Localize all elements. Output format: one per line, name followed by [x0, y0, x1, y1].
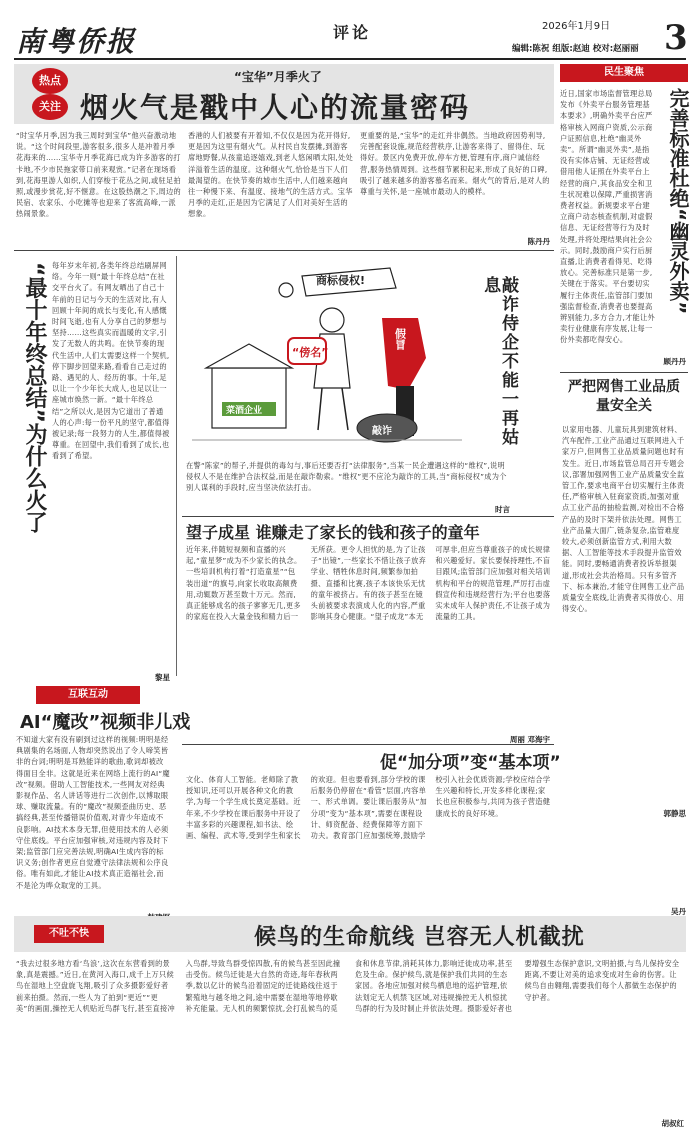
cartoon-author: 时言 — [495, 505, 510, 514]
quality-title: 严把网售工业品质量安全关 — [568, 379, 680, 414]
ghost-takeout-author: 顾丹丹 — [663, 357, 686, 366]
lead-column-2: 香港的人们被要有开着知,不仅仅是因为花开得好,更是因为这里有烟火气。从村民自发摆摊,到游客席地野餐,从孩童追逐嬉戏,到老人悠闲晒太阳,处处洋溢着生活的温度。这种烟火气,恰恰是当下人们最渴望的。在快节奏的城市生活中,人们越来越向往一种慢下来、有温度、接地气的生活方式。宝华月季的走红,正是因为它满足了人们对美好生活的想象。 — [188, 131, 353, 219]
year-end-summary-body-cont — [16, 556, 170, 668]
cartoon-tag: “傍名” — [292, 346, 329, 359]
cartoon-pot-label: 敲诈 — [372, 426, 392, 437]
side-bar-top — [560, 62, 690, 362]
birds-author: 胡叔红 — [661, 1119, 684, 1128]
birds-body: “我去过很多地方看‘鸟浪’,这次在东营看到的景象,真是震撼。”近日,在黄河入海口,成千上万只候鸟在湿地上空盘旋飞翔,吸引了众多摄影爱好者前来拍摄。然而,一些人为了拍到“更近”“更美”的画面,操控无人机贴近鸟群飞行,甚至直接冲入鸟群,导致鸟群受惊四散,有的候鸟甚至因此撞击受伤。候鸟迁徙是大自然的奇迹,每年春秋两季,数以亿计的候鸟沿着固定的迁徙路线往返于繁殖地与越冬地之间,途中需要在湿地等地停歇补充能量。无人机的频繁惊扰,会打乱候鸟的觅食和休息节律,消耗其体力,影响迁徙成功率,甚至危及生命。保护候鸟,就是保护我们共同的生态家园。各地应加强对候鸟栖息地的巡护管理,依法划定无人机禁飞区域,对违规操控无人机惊扰鸟群的行为及时制止并依法处理。摄影爱好者也要增强生态保护意识,文明拍摄,与鸟儿保持安全距离,不要让对美的追求变成对生命的伤害。让候鸟自由翱翔,需要我们每个人都做生态保护的守护者。 — [16, 959, 680, 1013]
quality-body: 以家用电器、儿童玩具到建筑材料、汽车配件,工业产品通过互联网进入千家万户,但网售工业品质量问题也时有发生。近日,市场监管总局召开专题会议,部署加强网售工业产品质量安全监管工作,要求电商平台切实履行主体责任,严格审核入驻商家资质,加强对重点工业产品的抽检监测,对检出不合格产品的及时下架并依法处理。网售工业产品量大面广,链条复杂,监管难度较大,必须创新监管方式,利用大数据、人工智能等技术手段提升监管效能。同时,要畅通消费者投诉举报渠道,形成社会共治格局。只有多管齐下、标本兼治,才能守住网售工业产品质量安全底线,让消费者买得放心、用得安心。 — [562, 425, 685, 614]
issue-date: 2026年1月9日 — [542, 21, 611, 32]
ai-video-body: 不知道大家有没有刷到过这样的视频:明明是经典剧集的名场面,人物却突然说出了令人啼笑皆非的台词;明明是耳熟能详的歌曲,歌词却被改得面目全非。这就是近来在网络上流行的AI“魔改”视频。借助人工智能技术,一些网友对经典影视作品、名人讲话等进行二次创作,以博取眼球、赚取流量。有的“魔改”视频歪曲历史、恶搞经典,甚至传播错误价值观,对青少年造成不良影响。AI技术本身无罪,但使用技术的人必须守住底线。平台应加强审核,对违规内容及时下架;监管部门应完善法规,明确AI生成内容的标识义务;创作者更应自觉遵守法律法规和公序良俗。唯有如此,才能让AI技术真正造福社会,而不是沦为哗众取宠的工具。 — [16, 735, 170, 890]
lead-author: 陈丹丹 — [527, 237, 550, 246]
cartoon-jar-label: 菜酒企业 — [226, 406, 263, 416]
ghost-takeout-body: 近日,国家市场监督管理总局发布《外卖平台服务管理基本要求》,明确外卖平台应严格审核入网商户资质,公示商户证照信息,杜绝“幽灵外卖”。所谓“幽灵外卖”,是指没有实体店铺、无证经营或借用他人证照在外卖平台上经营的商户,其食品安全和卫生状况难以保障,严重损害消费者权益。新规要求平台建立商户动态核查机制,对虚假信息、无证经营等行为及时处理,并将处理结果向社会公示。同时,鼓励商户实行后厨直播,让消费者看得见、吃得放心。完善标准只是第一步,关键在于落实。平台要切实履行主体责任,监管部门要加强监督检查,消费者也要提高辨别能力,多方合力,才能让外卖行业健康有序发展,让每一份外卖都吃得安心。 — [560, 89, 656, 345]
page-number: 3 — [664, 18, 688, 58]
lead-headline: 烟火气是戳中人心的流量密码 — [80, 91, 471, 124]
bonus-item-title: 促“加分项”变“基本项” — [380, 753, 561, 773]
pointing-hand-icon — [279, 283, 293, 297]
birds-title: 候鸟的生命航线 岂容无人机截扰 — [254, 925, 585, 950]
cartoon-vertical-caption: 敲诈侍企不能一再姑息 — [480, 276, 518, 447]
badge-bottom: 关注 — [32, 94, 68, 120]
year-end-summary-title: “最十年终总结”为什么火了 — [22, 262, 47, 533]
year-end-summary-author: 黎星 — [155, 673, 170, 682]
masthead — [0, 0, 700, 64]
lead-kicker: “宝华”月季火了 — [234, 70, 322, 84]
cartoon-caption: 在警“陈家”的帮子,并提供的毒勾与,事后还要否打“法律服务”,当某一民企遭遇这样的“维权”,说明侵权人不是在维护合法权益,而是在敲诈勒索。“维权”更不应沦为敲诈的工具,当“商标侵权”成为个别人谋利的手段时,应当坚决依法打击。 — [186, 461, 507, 493]
interaction-label: 互联互动 — [36, 686, 140, 704]
divider — [560, 372, 688, 373]
column-rule — [176, 256, 177, 676]
bonus-item-body: 文化、体育人工智能。老师除了教授知识,还可以开展各种文化的教学,为每一个学生成长奠定基础。近年来,不少学校在课后服务中开设了丰富多彩的兴趣课程,如书法、绘画、编程、武术等,受到学生和家长的欢迎。但也要看到,部分学校的课后服务仍停留在“看管”层面,内容单一、形式单调。要让课后服务从“加分项”变为“基本项”,需要在课程设计、师资配备、经费保障等方面下功夫。教育部门应加强统筹,鼓励学校引入社会优质资源;学校应结合学生兴趣和特长,开发多样化课程;家长也应积极参与,共同为孩子营造健康成长的良好环境。 — [186, 775, 551, 841]
child-star-body: 近年来,伴随短视频和直播的兴起,“童星梦”成为不少家长的执念。一些培训机构打着“打造童星”“包装出道”的旗号,向家长收取高额费用,动辄数万甚至数十万元。然而,真正能够成名的孩子寥寥无几,更多的家庭在投入大量金钱和精力后一无所获。更令人担忧的是,为了让孩子“出镜”,一些家长不惜让孩子放弃学业、牺牲休息时间,频繁参加拍摄、直播和比赛,孩子本该快乐无忧的童年被挤占。有的孩子甚至在镜头前被要求表演成人化的内容,严重影响其身心健康。“望子成龙”本无可厚非,但应当尊重孩子的成长规律和兴趣爱好。家长要保持理性,不盲目跟风;监管部门应加强对相关培训机构和平台的规范管理,严厉打击虚假宣传和违规经营行为;平台也要落实未成年人保护责任,不让孩子成为流量的工具。 — [186, 545, 551, 622]
child-star-author: 周丽 邓海宇 — [509, 735, 550, 744]
side-label: 民生聚焦 — [560, 64, 688, 82]
birds-header — [14, 916, 686, 952]
paper-name: 南粤侨报 — [16, 25, 137, 58]
year-end-summary-body: 每年岁末年初,各类年终总结刷屏网络。今年一则“最十年终总结”在社交平台火了。有网友晒出了自己十年前的日记与今天的生活对比,有人回顾十年间的成长与变化,有人感慨时间飞逝,也有人分享自己的梦想与坚持……这些真实而温暖的文字,引发了无数人的共鸣。在快节奏的现代生活中,人们太需要这样一个契机,停下脚步回望来路,看看自己走过的路、遇见的人、经历的事。十年,足以让一个少年长大成人,也足以让一座城市焕然一新。“最十年终总结”之所以火,是因为它道出了普通人的心声:每一份平凡的坚守,都值得被记录;每一段努力的人生,都值得被尊重。在回望中,我们看到了成长,也看到了希望。 — [52, 261, 170, 461]
lead-column-3: 更重要的是,“宝华”的走红并非偶然。当地政府因势利导,完善配套设施,规范经营秩序,让游客来得了、留得住、玩得好。景区内免费开放,停车方便,管理有序,商户诚信经营,服务热情周到。这些细节累积起来,形成了良好的口碑,吸引了越来越多的游客慕名而来。烟火气的背后,是对人的尊重与关怀,是一座城市最动人的模样。 — [360, 131, 550, 197]
child-star-title: 望子成星 谁赚走了家长的钱和孩子的童年 — [186, 523, 480, 542]
cartoon-fist-label: 假冒 — [393, 328, 407, 350]
editorial-cartoon — [182, 258, 482, 456]
ghost-takeout-title: 完善标准杜绝“幽灵外卖” — [666, 88, 690, 315]
birds-label: 不吐不快 — [34, 925, 104, 943]
lead-column-1: “时宝华月季,因为我三周时到宝华”他兴奋激动地说。“这个时间段里,游客很多,很多人是冲着月季花海来的……宝华寺月季花海已成为许多游客的打卡地,不少市民拖家带口前来观赏。”记者在现场看到,花海里游人如织,人们穿梭于花丛之间,或驻足拍照,或漫步赏花,好不惬意。在这股热潮之下,周边的民宿、农家乐、小吃摊等也迎来了客流高峰,一派热闹景象。 — [16, 131, 181, 219]
divider — [182, 516, 554, 517]
editor-credits: 编辑:陈祝 组版:赵迪 校对:赵丽丽 — [512, 44, 639, 54]
badge-top: 热点 — [32, 68, 68, 94]
divider — [14, 250, 554, 251]
cartoon-banner: 商标侵权! — [316, 274, 366, 287]
bonus-item-author: 吴丹 — [671, 907, 686, 916]
masthead-rule — [14, 58, 686, 60]
ai-video-title: AI“魔改”视频非儿戏 — [20, 712, 191, 733]
hot-topic-badge — [32, 68, 68, 120]
divider — [182, 744, 554, 745]
lead-header — [14, 64, 554, 124]
quality-author: 郭静思 — [663, 809, 686, 818]
section-title: 评论 — [333, 23, 372, 42]
